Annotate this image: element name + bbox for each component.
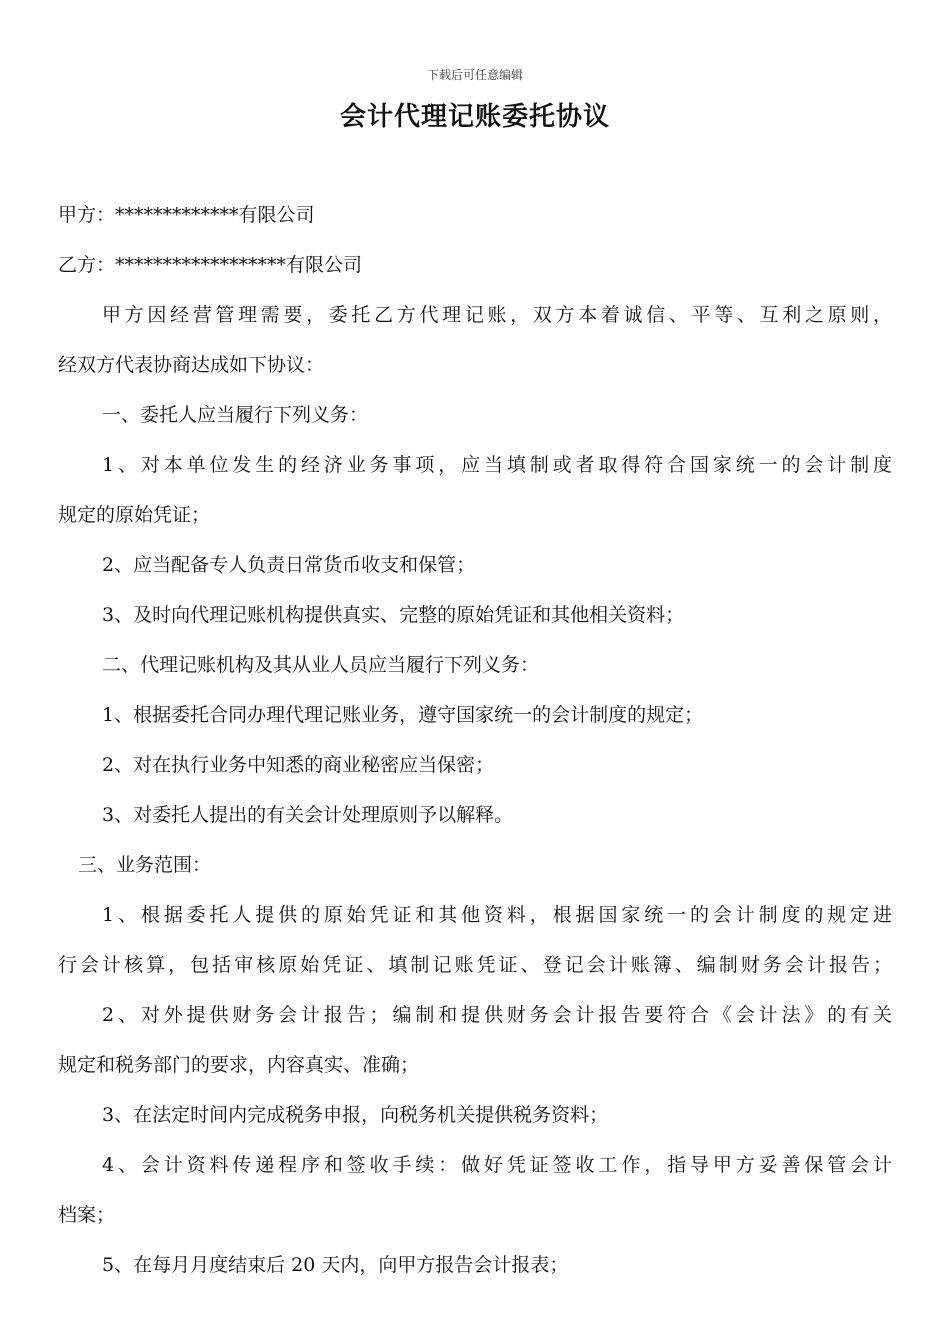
document-body [58, 190, 892, 1290]
section2-item3: 3、对委托人提出的有关会计处理原则予以解释。 [102, 804, 514, 826]
section1-item2: 2、应当配备专人负责日常货币收支和保管； [102, 554, 476, 576]
section1-item1-line1: 1、对本单位发生的经济业务事项，应当填制或者取得符合国家统一的会计制度 [102, 454, 892, 476]
intro-line-1: 甲方因经营管理需要，委托乙方代理记账，双方本着诚信、平等、互利之原则， [102, 304, 892, 326]
section3-item4-line2: 档案； [58, 1204, 116, 1226]
section3-item3: 3、在法定时间内完成税务申报，向税务机关提供税务资料； [102, 1104, 609, 1126]
document-title: 会计代理记账委托协议 [339, 102, 610, 132]
section3-item2-line2: 规定和税务部门的要求，内容真实、准确； [58, 1054, 420, 1076]
section3-item5: 5、在每月月度结束后 20 天内，向甲方报告会计报表； [102, 1254, 569, 1276]
intro-line-2: 经双方代表协商达成如下协议： [58, 354, 325, 376]
party-a: 甲方：*************有限公司 [58, 204, 315, 226]
section3-heading: 三、业务范围： [78, 854, 212, 876]
section1-item1-line2: 规定的原始凭证； [58, 504, 211, 526]
section2-item2: 2、对在执行业务中知悉的商业秘密应当保密； [102, 754, 495, 776]
section1-heading: 一、委托人应当履行下列义务： [102, 404, 369, 426]
party-b: 乙方：******************有限公司 [58, 254, 363, 276]
section2-heading: 二、代理记账机构及其从业人员应当履行下列义务： [102, 654, 540, 676]
section3-item1-line1: 1、根据委托人提供的原始凭证和其他资料，根据国家统一的会计制度的规定进 [102, 904, 892, 926]
section2-item1: 1、根据委托合同办理代理记账业务，遵守国家统一的会计制度的规定； [102, 704, 704, 726]
header-note: 下载后可任意编辑 [426, 68, 523, 82]
section1-item3: 3、及时向代理记账机构提供真实、完整的原始凭证和其他相关资料； [102, 604, 685, 626]
section3-item4-line1: 4、会计资料传递程序和签收手续：做好凭证签收工作，指导甲方妥善保管会计 [102, 1154, 892, 1176]
section3-item1-line2: 行会计核算，包括审核原始凭证、填制记账凭证、登记会计账簿、编制财务会计报告； [58, 954, 892, 976]
section3-item2-line1: 2、对外提供财务会计报告；编制和提供财务会计报告要符合《会计法》的有关 [102, 1004, 892, 1026]
